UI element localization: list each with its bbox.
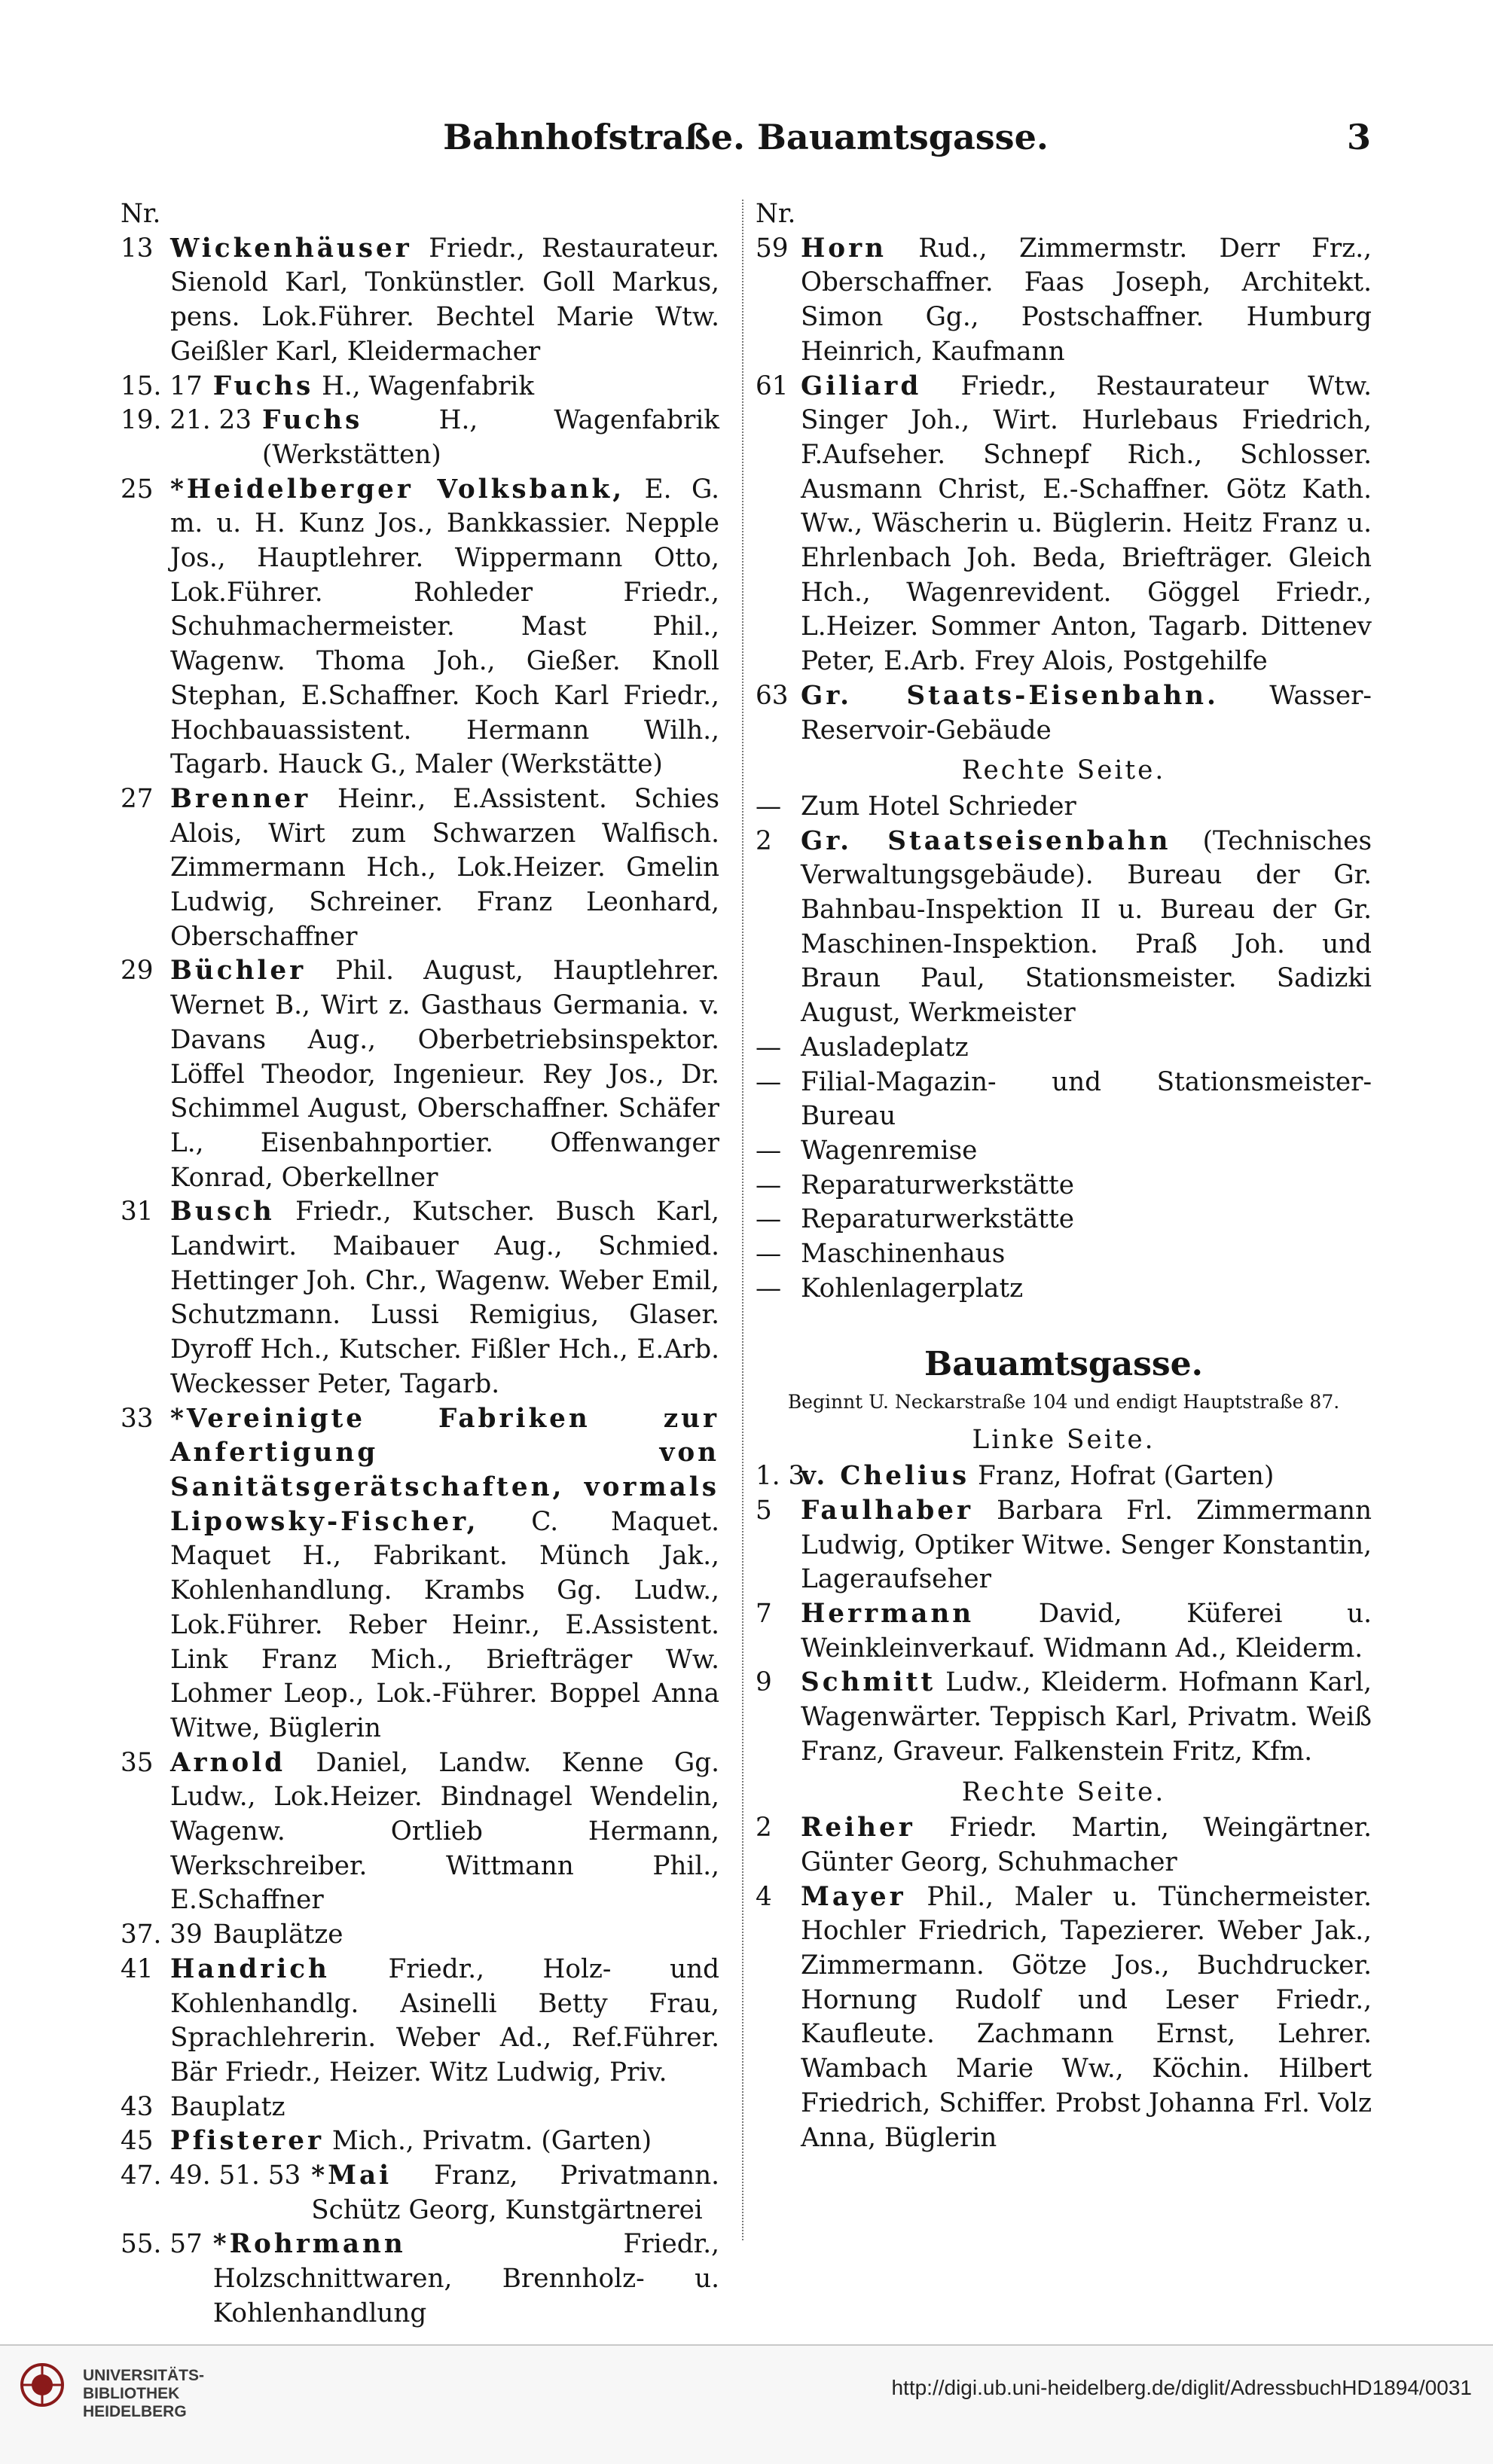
- entry-text: [170, 1746, 719, 1919]
- house-number: 63: [756, 680, 789, 711]
- entry-text: [801, 1031, 1372, 1066]
- entry-lead-name: Brenner: [170, 783, 311, 814]
- entry-details: Friedr., Holzschnittwaren, Brennholz- u. Kohlenhandlung: [212, 2229, 719, 2328]
- entry-details: Filial-Magazin- und Stationsmeister-Bureau: [801, 1066, 1372, 1132]
- page-number: 3: [1346, 117, 1371, 157]
- directory-entry: [121, 2159, 719, 2228]
- directory-entry: [121, 1402, 719, 1746]
- directory-entry: [121, 2090, 719, 2125]
- directory-entry: [121, 232, 719, 370]
- house-number: 29: [121, 956, 154, 987]
- entry-text: [801, 1272, 1372, 1307]
- entry-text: [213, 2228, 719, 2331]
- library-name: UNIVERSITÄTS- BIBLIOTHEK HEIDELBERG: [83, 2367, 205, 2420]
- house-number: 7: [756, 1599, 772, 1629]
- directory-entry: [121, 1746, 719, 1919]
- section-label-rechte: Rechte Seite.: [961, 755, 1166, 786]
- house-number: 35: [121, 1747, 154, 1778]
- house-number: 45: [121, 2126, 154, 2157]
- entry-details: Mich., Privatm. (Garten): [323, 2126, 652, 2157]
- directory-entry: [121, 1918, 719, 1953]
- directory-entry: [121, 370, 719, 404]
- entry-lead-name: Horn: [801, 233, 887, 264]
- directory-entry: [756, 1169, 1372, 1203]
- entry-details: Bauplätze: [212, 1920, 343, 1950]
- street-heading: Bauamtsgasse.: [924, 1345, 1203, 1384]
- entry-lead-name: Wickenhäuser: [170, 233, 412, 264]
- house-number: —: [756, 1204, 782, 1235]
- entry-details: Friedr., Kutscher. Busch Karl, Landwirt. Maibauer Aug., Schmied. Hettinger Joh. Chr., Wagenw. Weber Emil, Schutzmann. Lussi Remigius, Glaser. Dyroff Hch., Kutscher. Fißler Hch., E.Arb. Weckesser Peter, Tagarb.: [170, 1197, 719, 1399]
- entry-lead-name: Busch: [170, 1197, 275, 1227]
- directory-entry: [756, 825, 1372, 1031]
- entry-lead-name: *Vereinigte Fabriken zur Anfertigung von Sanitätsgerätschaften, vormals Lipowsky-Fischer,: [170, 1403, 719, 1537]
- entry-details: Maschinenhaus: [801, 1239, 1006, 1270]
- column-label: Nr.: [121, 199, 161, 229]
- entry-text: [311, 2159, 719, 2228]
- entry-text: [801, 1494, 1372, 1597]
- entry-details: E. G. m. u. H. Kunz Jos., Bankkassier. Nepple Jos., Hauptlehrer. Wippermann Otto, Lok.Führer. Rohleder Friedr., Schuhmachermeister. Mast Phil., Wagenw. Thoma Joh., Gießer. Knoll Stephan, E.Schaffner. Koch Karl Friedr., Hochbauassistent. Hermann Wilh., Tagarb. Hauck G., Maler (Werkstätte): [170, 474, 719, 780]
- directory-entry: [756, 1494, 1372, 1597]
- entry-details: (Technisches Verwaltungsgebäude). Bureau der Gr. Bahnbau-Inspektion II u. Bureau der Gr. Maschinen-Inspektion. Praß Joh. und Braun Paul, Stationsmeister. Sadizki August, Werkmeister: [801, 825, 1372, 1029]
- entry-details: Bauplatz: [170, 2091, 285, 2122]
- entry-lead-name: Gr. Staatseisenbahn: [801, 825, 1171, 856]
- street-entry-list: [756, 1459, 1372, 1769]
- entry-details: Friedr., Holz- und Kohlenhandlg. Asinelli Betty Frau, Sprachlehrerin. Weber Ad., Ref.Führer. Bär Friedr., Heizer. Witz Ludwig, Priv.: [170, 1953, 719, 2087]
- footer-bar: [0, 2344, 1493, 2464]
- house-number: 37. 39: [121, 1920, 203, 1950]
- page-header: [121, 117, 1371, 162]
- entry-lead-name: v. Chelius: [801, 1461, 970, 1492]
- entry-lead-name: Reiher: [801, 1813, 915, 1843]
- entry-text: [801, 1066, 1372, 1134]
- house-number: 13: [121, 233, 154, 264]
- entry-details: Zum Hotel Schrieder: [801, 791, 1076, 822]
- directory-entry: [756, 1272, 1372, 1307]
- entry-text: [170, 2124, 719, 2159]
- house-number: —: [756, 1135, 782, 1166]
- entry-text: [170, 954, 719, 1195]
- directory-entry: [756, 1880, 1372, 2156]
- entry-text: [801, 1597, 1372, 1666]
- house-number: —: [756, 1273, 782, 1304]
- entry-lead-name: *Heidelberger Volksbank,: [170, 474, 625, 505]
- entry-lead-name: Giliard: [801, 371, 922, 401]
- house-number: 43: [121, 2091, 154, 2122]
- entry-details: H., Wagenfabrik (Werkstätten): [261, 405, 719, 470]
- entry-details: Kohlenlagerplatz: [801, 1273, 1024, 1304]
- entry-lead-name: Arnold: [170, 1747, 286, 1778]
- entry-details: Franz, Privatmann. Schütz Georg, Kunstgärtnerei: [311, 2161, 719, 2225]
- entry-lead-name: *Rohrmann: [212, 2229, 406, 2260]
- street-entry-list: [756, 1811, 1372, 2155]
- entry-details: Friedr., Restaurateur Wtw. Singer Joh., Wirt. Hurlebaus Friedrich, F.Aufseher. Schnepf Rich., Schlosser. Ausmann Christ, E.-Schaffner. Götz Kath. Ww., Wäscherin u. Büglerin. Heitz Franz u. Ehrlenbach Joh. Beda, Briefträger. Gleich Hch., Wagenrevident. Göggel Friedr., L.Heizer. Sommer Anton, Tagarb. Dittenev Peter, E.Arb. Frey Alois, Postgehilfe: [801, 371, 1372, 677]
- entry-text: [801, 1203, 1372, 1237]
- entry-text: [801, 232, 1372, 370]
- entry-text: [801, 1134, 1372, 1169]
- entry-lead-name: *Mai: [311, 2161, 392, 2191]
- house-number: 27: [121, 783, 154, 814]
- entry-details: Phil., Maler u. Tünchermeister. Hochler Friedrich, Tapezierer. Weber Jak., Zimmermann. Götze Jos., Buchdrucker. Hornung Rudolf und Leser Friedr., Kaufleute. Zachmann Ernst, Lehrer. Wambach Marie Ww., Köchin. Hilbert Friedrich, Schiffer. Probst Johanna Frl. Volz Anna, Büglerin: [801, 1881, 1372, 2153]
- left-entry-list: [121, 232, 719, 2331]
- house-number: 19. 21. 23: [121, 405, 252, 436]
- house-number: 2: [756, 1813, 772, 1843]
- house-number: 4: [756, 1881, 772, 1912]
- library-logo-icon: [20, 2362, 65, 2408]
- directory-entry: [121, 1953, 719, 2090]
- entry-lead-name: Faulhaber: [801, 1495, 974, 1526]
- directory-entry: [756, 1066, 1372, 1134]
- entry-details: Friedr. Martin, Weingärtner. Günter Georg, Schuhmacher: [801, 1813, 1372, 1877]
- directory-entry: [756, 1459, 1372, 1494]
- entry-text: [170, 2090, 719, 2125]
- house-number: —: [756, 1239, 782, 1270]
- house-number: 31: [121, 1197, 154, 1227]
- entry-lead-name: Handrich: [170, 1953, 330, 1984]
- entry-text: [170, 1195, 719, 1401]
- entry-details: Ludw., Kleiderm. Hofmann Karl, Wagenwärter. Teppisch Karl, Privatm. Weiß Franz, Graveur. Falkenstein Fritz, Kfm.: [801, 1667, 1372, 1767]
- entry-details: Reparaturwerkstätte: [801, 1204, 1074, 1235]
- entry-text: [801, 1811, 1372, 1880]
- section-label-rechte: Rechte Seite.: [961, 1776, 1166, 1807]
- entry-text: [801, 1666, 1372, 1769]
- house-number: 5: [756, 1495, 772, 1526]
- house-number: 15. 17: [121, 371, 203, 401]
- entry-lead-name: Herrmann: [801, 1599, 975, 1629]
- page-title: Bahnhofstraße. Bauamtsgasse.: [443, 117, 1049, 157]
- right-entry-list: [756, 790, 1372, 1307]
- house-number: 25: [121, 474, 154, 505]
- entry-text: [801, 825, 1372, 1031]
- directory-entry: [756, 1811, 1372, 1880]
- column-divider: [742, 200, 743, 2240]
- entry-text: [170, 473, 719, 782]
- entry-lead-name: Schmitt: [801, 1667, 936, 1698]
- entry-details: Rud., Zimmermstr. Derr Frz., Oberschaffner. Faas Joseph, Architekt. Simon Gg., Postschaffner. Humburg Heinrich, Kaufmann: [801, 233, 1372, 367]
- directory-entry: [121, 473, 719, 782]
- house-number: —: [756, 1032, 782, 1063]
- entry-details: Daniel, Landw. Kenne Gg. Ludw., Lok.Heizer. Bindnagel Wendelin, Wagenw. Ortlieb Hermann, Werkschreiber. Wittmann Phil., E.Schaffner: [170, 1747, 719, 1916]
- directory-entry: [756, 1134, 1372, 1169]
- entry-text: [170, 1402, 719, 1746]
- directory-entry: [756, 1597, 1372, 1666]
- entry-details: Franz, Hofrat (Garten): [969, 1461, 1275, 1492]
- entry-text: [213, 370, 719, 404]
- entry-details: H., Wagenfabrik: [313, 371, 535, 401]
- right-column: [756, 197, 1372, 2155]
- house-number: 41: [121, 1953, 154, 1984]
- source-url[interactable]: http://digi.ub.uni-heidelberg.de/diglit/AdressbuchHD1894/0031: [891, 2376, 1472, 2399]
- house-number: 61: [756, 371, 789, 401]
- entry-details: Friedr., Restaurateur. Sienold Karl, Tonkünstler. Goll Markus, pens. Lok.Führer. Bechtel Marie Wtw. Geißler Karl, Kleidermacher: [170, 233, 719, 367]
- entry-text: [170, 782, 719, 955]
- entry-text: [262, 404, 719, 472]
- entry-text: [801, 1880, 1372, 2156]
- directory-entry: [756, 1031, 1372, 1066]
- entry-details: David, Küferei u. Weinkleinverkauf. Widmann Ad., Kleiderm.: [801, 1599, 1372, 1664]
- house-number: 47. 49. 51. 53: [121, 2161, 301, 2191]
- directory-entry: [756, 679, 1372, 748]
- directory-entry: [121, 1195, 719, 1401]
- entry-lead-name: Fuchs: [212, 371, 314, 401]
- entry-text: [170, 232, 719, 370]
- directory-entry: [756, 1666, 1372, 1769]
- house-number: —: [756, 791, 782, 822]
- house-number: —: [756, 1066, 782, 1097]
- entry-details: Heinr., E.Assistent. Schies Alois, Wirt zum Schwarzen Walfisch. Zimmermann Hch., Lok.Heizer. Gmelin Ludwig, Schreiner. Franz Leonhard, Oberschaffner: [170, 783, 719, 952]
- entry-details: Phil. August, Hauptlehrer. Wernet B., Wirt z. Gasthaus Germania. v. Davans Aug., Oberbetriebsinspektor. Löffel Theodor, Ingenieur. Rey Jos., Dr. Schimmel August, Oberschaffner. Schäfer L., Eisenbahnportier. Offenwanger Konrad, Oberkellner: [170, 956, 719, 1193]
- entry-text: [801, 679, 1372, 748]
- house-number: 55. 57: [121, 2229, 203, 2260]
- entry-text: [801, 1169, 1372, 1203]
- entry-details: Ausladeplatz: [801, 1032, 969, 1063]
- house-number: 33: [121, 1403, 154, 1434]
- street-note: Beginnt U. Neckarstraße 104 und endigt Hauptstraße 87.: [787, 1391, 1340, 1413]
- directory-entry: [756, 1203, 1372, 1237]
- entry-lead-name: Mayer: [801, 1881, 906, 1912]
- house-number: 59: [756, 233, 789, 264]
- column-label: Nr.: [756, 199, 796, 229]
- directory-entry: [756, 790, 1372, 825]
- entry-details: Barbara Frl. Zimmermann Ludwig, Optiker Witwe. Senger Konstantin, Lageraufseher: [801, 1495, 1372, 1595]
- directory-entry: [756, 1237, 1372, 1272]
- entry-text: [801, 370, 1372, 679]
- entry-lead-name: Gr. Staats-Eisenbahn.: [801, 680, 1219, 711]
- directory-entry: [121, 2228, 719, 2331]
- directory-entry: [121, 954, 719, 1195]
- directory-entry: [756, 370, 1372, 679]
- entry-text: [801, 790, 1372, 825]
- entry-lead-name: Pfisterer: [170, 2126, 324, 2157]
- house-number: —: [756, 1169, 782, 1200]
- house-number: 9: [756, 1667, 772, 1698]
- entry-details: Wagenremise: [801, 1135, 978, 1166]
- right-entry-list: [756, 232, 1372, 749]
- left-column: [121, 197, 719, 2331]
- directory-entry: [756, 232, 1372, 370]
- entry-details: C. Maquet. Maquet H., Fabrikant. Münch Jak., Kohlenhandlung. Krambs Gg. Ludw., Lok.Führer. Reber Heinr., E.Assistent. Link Franz Mich., Briefträger Ww. Lohmer Leop., Lok.-Führer. Boppel Anna Witwe, Büglerin: [170, 1506, 719, 1743]
- entry-lead-name: Fuchs: [261, 405, 363, 436]
- entry-text: [170, 1953, 719, 2090]
- entry-details: Wasser-Reservoir-Gebäude: [801, 680, 1372, 746]
- directory-entry: [121, 782, 719, 955]
- directory-entry: [121, 2124, 719, 2159]
- directory-entry: [121, 404, 719, 472]
- section-label-linke: Linke Seite.: [972, 1425, 1156, 1456]
- entry-text: [801, 1237, 1372, 1272]
- entry-details: Reparaturwerkstätte: [801, 1169, 1074, 1200]
- entry-text: [213, 1918, 719, 1953]
- entry-lead-name: Büchler: [170, 956, 307, 987]
- entry-text: [801, 1459, 1372, 1494]
- house-number: 1. 3: [756, 1461, 805, 1492]
- house-number: 2: [756, 825, 772, 856]
